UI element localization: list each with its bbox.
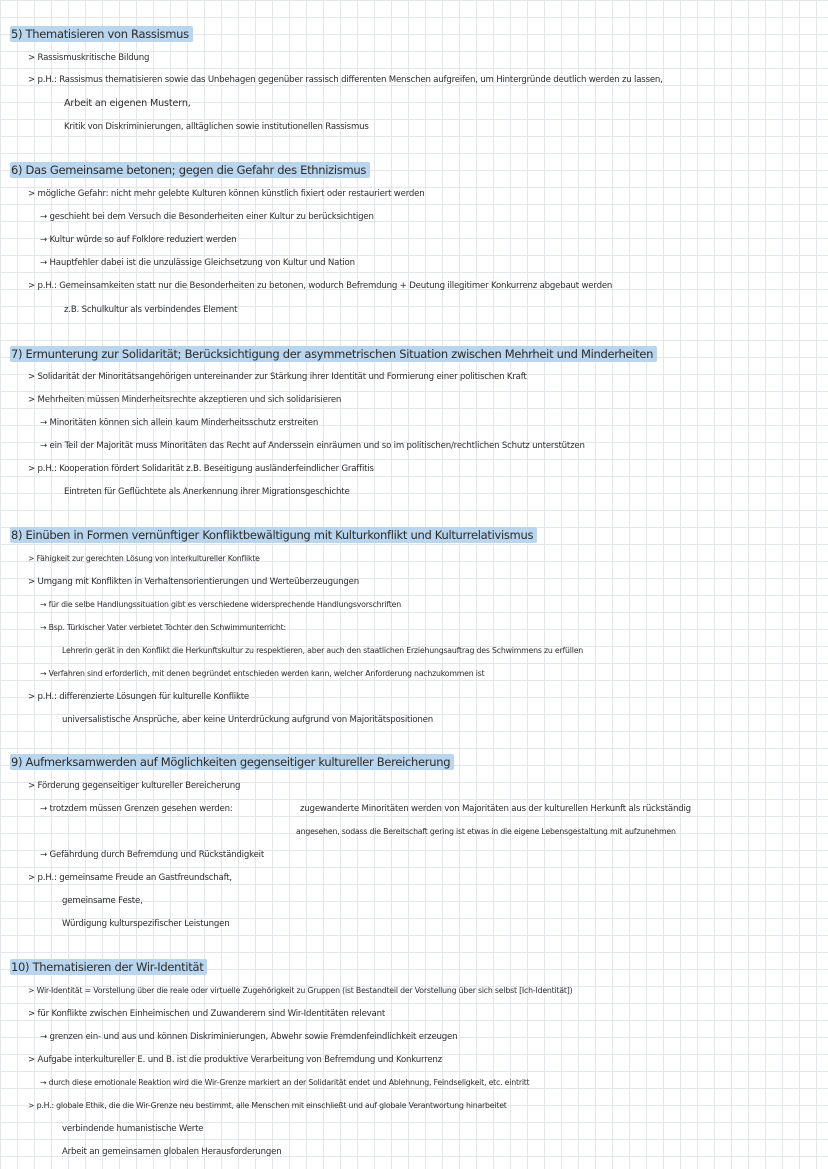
section-7-line-1: > Solidarität der Minoritätsangehörigen untereinander zur Stärkung ihrer Identität und Formierung einer politischen Kraft	[28, 372, 527, 382]
section-5-heading: 5) Thematisieren von Rassismus	[10, 26, 193, 42]
section-8-line-1: > Fähigkeit zur gerechten Lösung von interkultureller Konflikte	[28, 554, 260, 563]
section-8-heading: 8) Einüben in Formen vernünftiger Konfliktbewältigung mit Kulturkonflikt und Kulturrelativismus	[10, 527, 537, 543]
section-8-line-8: universalistische Ansprüche, aber keine Unterdrückung aufgrund von Majoritätspositionen	[62, 715, 434, 725]
section-6-line-2: → geschieht bei dem Versuch die Besonderheiten einer Kultur zu berücksichtigen	[40, 212, 374, 222]
section-6-heading: 6) Das Gemeinsame betonen; gegen die Gefahr des Ethnizismus	[10, 162, 370, 178]
section-10-line-3: → grenzen ein- und aus und können Diskriminierungen, Abwehr sowie Fremdenfeindlichkeit erzeugen	[40, 1032, 458, 1042]
section-6-line-6: z.B. Schulkultur als verbindendes Element	[64, 305, 238, 315]
section-8-line-3: → für die selbe Handlungssituation gibt es verschiedene widersprechende Handlungsvorschriften	[40, 600, 401, 609]
section-7-line-5: > p.H.: Kooperation fördert Solidarität z.B. Beseitigung ausländerfeindlicher Graffitis	[28, 464, 374, 474]
section-9-line-1: > Förderung gegenseitiger kultureller Bereicherung	[28, 781, 241, 791]
section-7-line-4: → ein Teil der Majorität muss Minoritäten das Recht auf Anderssein einräumen und so im politischen/rechtlichen Schutz unterstützen	[40, 441, 585, 451]
section-10-line-8: Arbeit an gemeinsamen globalen Herausforderungen	[62, 1147, 282, 1157]
section-9-heading: 9) Aufmerksamwerden auf Möglichkeiten gegenseitiger kultureller Bereicherung	[10, 754, 454, 770]
section-8-line-5: Lehrerin gerät in den Konflikt die Herkunftskultur zu respektieren, aber auch den staatlichen Erziehungsauftrag des Schwimmens zu erfüllen	[62, 646, 584, 655]
section-10-line-4: > Aufgabe interkultureller E. und B. ist die produktive Verarbeitung von Befremdung und Konkurrenz	[28, 1055, 442, 1065]
section-9-line-8: Würdigung kulturspezifischer Leistungen	[62, 919, 230, 929]
section-9-line-3: zugewanderte Minoritäten werden von Majoritäten aus der kulturellen Herkunft als rückständig	[300, 804, 691, 814]
section-7-line-6: Eintreten für Geflüchtete als Anerkennung ihrer Migrationsgeschichte	[64, 487, 350, 497]
section-10-line-7: verbindende humanistische Werte	[62, 1124, 204, 1134]
section-5-line-3: Arbeit an eigenen Mustern,	[64, 98, 191, 109]
section-6-line-5: > p.H.: Gemeinsamkeiten statt nur die Besonderheiten zu betonen, wodurch Befremdung + Deutung illegitimer Konkurrenz abgebaut werden	[28, 281, 613, 291]
section-10-line-6: > p.H.: globale Ethik, die die Wir-Grenze neu bestimmt, alle Menschen mit einschließt und auf globale Verantwortung hinarbeitet	[28, 1101, 507, 1110]
section-5-line-1: > Rassismuskritische Bildung	[28, 53, 150, 63]
section-6-line-4: → Hauptfehler dabei ist die unzulässige Gleichsetzung von Kultur und Nation	[40, 258, 355, 268]
section-7-heading: 7) Ermunterung zur Solidarität; Berücksichtigung der asymmetrischen Situation zwischen Mehrheit und Minderheiten	[10, 346, 657, 362]
section-9-line-2: → trotzdem müssen Grenzen gesehen werden:	[40, 804, 233, 814]
section-8-line-7: > p.H.: differenzierte Lösungen für kulturelle Konflikte	[28, 692, 250, 702]
section-9-line-4: angesehen, sodass die Bereitschaft gering ist etwas in die eigene Lebensgestaltung mit aufzunehmen	[296, 827, 676, 836]
section-9-line-6: > p.H.: gemeinsame Freude an Gastfreundschaft,	[28, 873, 232, 883]
section-5-line-2: > p.H.: Rassismus thematisieren sowie das Unbehagen gegenüber rassisch differenten Menschen aufgreifen, um Hintergründe deutlich werden zu lassen,	[28, 75, 663, 85]
section-10-line-2: > für Konflikte zwischen Einheimischen und Zuwanderern sind Wir-Identitäten relevant	[28, 1009, 386, 1019]
section-10-heading: 10) Thematisieren der Wir-Identität	[10, 959, 207, 975]
section-9-line-5: → Gefährdung durch Befremdung und Rückständigkeit	[40, 850, 265, 860]
section-10-line-1: > Wir-Identität = Vorstellung über die reale oder virtuelle Zugehörigkeit zu Gruppen (ist Bestandteil der Vorstellung über sich selbst [Ich-Identität])	[28, 986, 573, 995]
section-10-line-5: → durch diese emotionale Reaktion wird die Wir-Grenze markiert an der Solidarität endet und Ablehnung, Feindseligkeit, etc. eintritt	[40, 1078, 530, 1087]
section-7-line-2: > Mehrheiten müssen Minderheitsrechte akzeptieren und sich solidarisieren	[28, 395, 342, 405]
section-8-line-4: → Bsp. Türkischer Vater verbietet Tochter den Schwimmunterricht:	[40, 623, 286, 632]
section-6-line-3: → Kultur würde so auf Folklore reduziert werden	[40, 235, 237, 245]
section-7-line-3: → Minoritäten können sich allein kaum Minderheitsschutz erstreiten	[40, 418, 319, 428]
section-6-line-1: > mögliche Gefahr: nicht mehr gelebte Kulturen können künstlich fixiert oder restauriert werden	[28, 189, 425, 199]
section-5-line-4: Kritik von Diskriminierungen, alltäglichen sowie institutionellen Rassismus	[64, 122, 369, 132]
section-8-line-6: → Verfahren sind erforderlich, mit denen begründet entschieden werden kann, welcher Anforderung nachzukommen ist	[40, 669, 485, 678]
section-8-line-2: > Umgang mit Konflikten in Verhaltensorientierungen und Werteüberzeugungen	[28, 577, 360, 587]
section-9-line-7: gemeinsame Feste,	[62, 896, 143, 906]
